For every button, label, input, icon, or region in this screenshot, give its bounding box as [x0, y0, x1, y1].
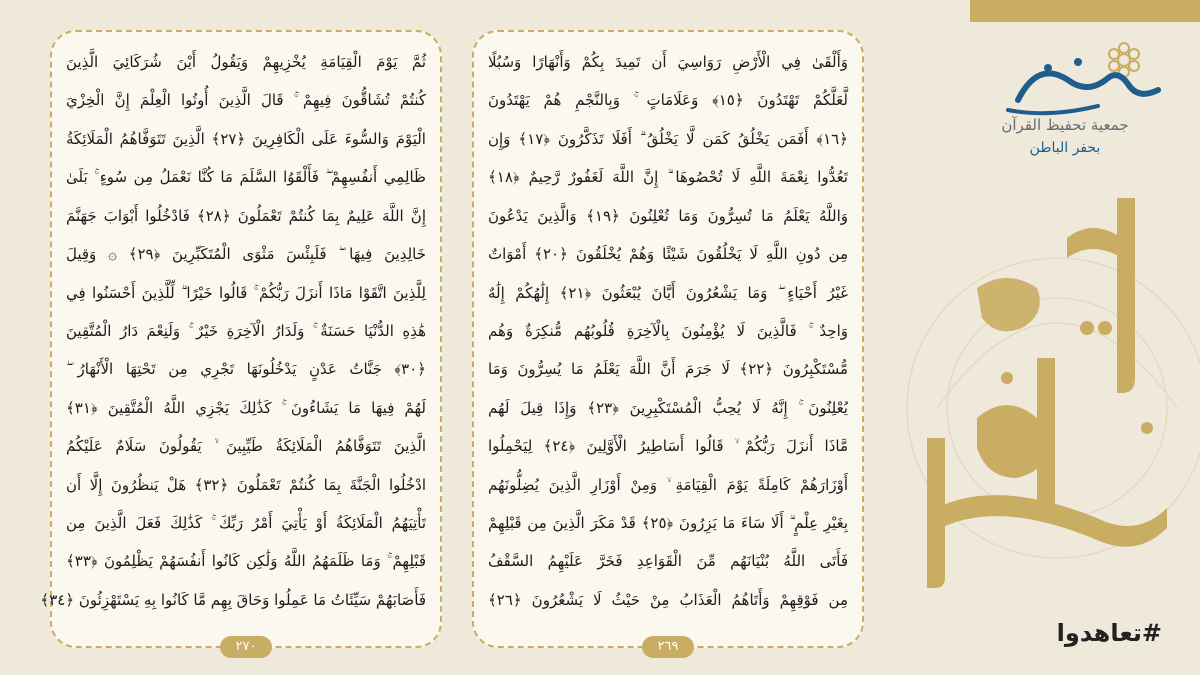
- verse-line: كُنتُمْ تُشَاقُّونَ فِيهِمْ ۚ قَالَ الَّذِينَ أُوتُوا الْعِلْمَ إِنَّ الْخِزْيَ: [66, 91, 426, 110]
- verse-line: الْيَوْمَ وَالسُّوءَ عَلَى الْكَافِرِينَ ﴿٢٧﴾ الَّذِينَ تَتَوَفَّاهُمُ الْمَلَائِكَةُ: [66, 129, 426, 148]
- verse-line: مُّسْتَكْبِرُونَ ﴿٢٢﴾ لَا جَرَمَ أَنَّ اللَّهَ يَعْلَمُ مَا يُسِرُّونَ وَمَا: [488, 360, 848, 379]
- verse-line: خَالِدِينَ فِيهَا ۖ فَلَبِئْسَ مَثْوَى الْمُتَكَبِّرِينَ ﴿٢٩﴾ ۞ وَقِيلَ: [66, 245, 426, 264]
- verse-line: الَّذِينَ تَتَوَفَّاهُمُ الْمَلَائِكَةُ طَيِّبِينَ ۙ يَقُولُونَ سَلَامٌ عَلَيْكُمُ: [66, 437, 426, 456]
- page-text-lines: [40, 46, 427, 616]
- hashtag-label: #تعاهدوا: [1056, 619, 1162, 647]
- verse-line: ادْخُلُوا الْجَنَّةَ بِمَا كُنتُمْ تَعْمَلُونَ ﴿٣٢﴾ هَلْ يَنظُرُونَ إِلَّا أَن: [66, 475, 427, 494]
- verse-line: تَأْتِيَهُمُ الْمَلَائِكَةُ أَوْ يَأْتِيَ أَمْرُ رَبِّكَ ۚ كَذَٰلِكَ فَعَلَ الَّذِينَ مِن: [66, 514, 426, 533]
- page-number-badge: ٢٧٠: [220, 636, 272, 658]
- top-gold-bar: [970, 0, 1200, 22]
- verse-line: فَأَتَى اللَّهُ بُنْيَانَهُم مِّنَ الْقَوَاعِدِ فَخَرَّ عَلَيْهِمُ السَّقْفُ: [488, 552, 848, 571]
- verse-line: لَهُمْ فِيهَا مَا يَشَاءُونَ ۚ كَذَٰلِكَ يَجْزِي اللَّهُ الْمُتَّقِينَ ﴿٣١﴾: [66, 398, 426, 417]
- verse-line: وَاحِدٌ ۚ فَالَّذِينَ لَا يُؤْمِنُونَ بِالْآخِرَةِ قُلُوبُهُم مُّنكِرَةٌ وَهُم: [488, 321, 848, 340]
- page-text-lines: [488, 46, 848, 616]
- verse-line: غَيْرُ أَحْيَاءٍ ۖ وَمَا يَشْعُرُونَ أَيَّانَ يُبْعَثُونَ ﴿٢١﴾ إِلَٰهُكُمْ إِلَٰهٌ: [488, 283, 848, 302]
- verse-line: يُعْلِنُونَ ۚ إِنَّهُ لَا يُحِبُّ الْمُسْتَكْبِرِينَ ﴿٢٣﴾ وَإِذَا قِيلَ لَهُم: [488, 398, 848, 417]
- page-number-badge: ٢٦٩: [642, 636, 694, 658]
- verse-line: فَأَصَابَهُمْ سَيِّئَاتُ مَا عَمِلُوا وَحَاقَ بِهِم مَّا كَانُوا بِهِ يَسْتَهْزِئُونَ ﴿٣٤﴾: [40, 590, 426, 609]
- flower-logo-icon: [978, 40, 1168, 120]
- verse-line: مَّاذَا أَنزَلَ رَبُّكُمْ ۙ قَالُوا أَسَاطِيرُ الْأَوَّلِينَ ﴿٢٤﴾ لِيَحْمِلُوا: [488, 437, 848, 456]
- org-subname: بحفر الباطن: [1029, 140, 1101, 156]
- verse-line: إِنَّ اللَّهَ عَلِيمٌ بِمَا كُنتُمْ تَعْمَلُونَ ﴿٢٨﴾ فَادْخُلُوا أَبْوَابَ جَهَنَّمَ: [66, 206, 426, 225]
- verse-line: مِن دُونِ اللَّهِ لَا يَخْلُقُونَ شَيْئًا وَهُمْ يُخْلَقُونَ ﴿٢٠﴾ أَمْوَاتٌ: [488, 245, 848, 264]
- org-name: جمعية تحفيظ القرآن: [1001, 116, 1129, 134]
- verse-line: وَاللَّهُ يَعْلَمُ مَا تُسِرُّونَ وَمَا تُعْلِنُونَ ﴿١٩﴾ وَالَّذِينَ يَدْعُونَ: [488, 206, 848, 225]
- verse-line: قَبْلِهِمْ ۚ وَمَا ظَلَمَهُمُ اللَّهُ وَلَٰكِن كَانُوا أَنفُسَهُمْ يَظْلِمُونَ ﴿٣٣﴾: [66, 552, 426, 571]
- calligraphy-artwork: [917, 178, 1182, 608]
- quran-page-left: [40, 30, 442, 654]
- verse-line: ثُمَّ يَوْمَ الْقِيَامَةِ يُخْزِيهِمْ وَيَقُولُ أَيْنَ شُرَكَائِيَ الَّذِينَ: [66, 53, 426, 71]
- verse-line: ﴿١٦﴾ أَفَمَن يَخْلُقُ كَمَن لَّا يَخْلُقُ ۗ أَفَلَا تَذَكَّرُونَ ﴿١٧﴾ وَإِن: [488, 129, 848, 148]
- verse-line: لَّعَلَّكُمْ تَهْتَدُونَ ﴿١٥﴾ وَعَلَامَاتٍ ۚ وَبِالنَّجْمِ هُمْ يَهْتَدُونَ: [488, 91, 848, 110]
- verse-line: وَأَلْقَىٰ فِي الْأَرْضِ رَوَاسِيَ أَن تَمِيدَ بِكُمْ وَأَنْهَارًا وَسُبُلًا: [488, 53, 848, 71]
- verse-line: بِغَيْرِ عِلْمٍ ۗ أَلَا سَاءَ مَا يَزِرُونَ ﴿٢٥﴾ قَدْ مَكَرَ الَّذِينَ مِن قَبْلِهِمْ: [488, 514, 848, 533]
- verse-line: مِن فَوْقِهِمْ وَأَتَاهُمُ الْعَذَابُ مِنْ حَيْثُ لَا يَشْعُرُونَ ﴿٢٦﴾: [488, 590, 848, 609]
- verse-line: هَٰذِهِ الدُّنْيَا حَسَنَةٌ ۚ وَلَدَارُ الْآخِرَةِ خَيْرٌ ۚ وَلَنِعْمَ دَارُ الْمُتَّقِينَ: [66, 321, 426, 340]
- verse-line: لِلَّذِينَ اتَّقَوْا مَاذَا أَنزَلَ رَبُّكُمْ ۚ قَالُوا خَيْرًا ۗ لِّلَّذِينَ أَحْسَنُوا فِي: [66, 283, 426, 302]
- quran-page-right: [472, 30, 864, 654]
- verse-line: تَعُدُّوا نِعْمَةَ اللَّهِ لَا تُحْصُوهَا ۗ إِنَّ اللَّهَ لَغَفُورٌ رَّحِيمٌ ﴿١٨﴾: [488, 168, 848, 187]
- verse-line: أَوْزَارَهُمْ كَامِلَةً يَوْمَ الْقِيَامَةِ ۙ وَمِنْ أَوْزَارِ الَّذِينَ يُضِلُّونَهُم: [488, 475, 848, 494]
- verse-line: ﴿٣٠﴾ جَنَّاتُ عَدْنٍ يَدْخُلُونَهَا تَجْرِي مِن تَحْتِهَا الْأَنْهَارُ ۖ: [66, 360, 426, 379]
- verse-line: ظَالِمِي أَنفُسِهِمْ ۖ فَأَلْقَوُا السَّلَمَ مَا كُنَّا نَعْمَلُ مِن سُوءٍ ۚ بَلَىٰ: [66, 168, 426, 187]
